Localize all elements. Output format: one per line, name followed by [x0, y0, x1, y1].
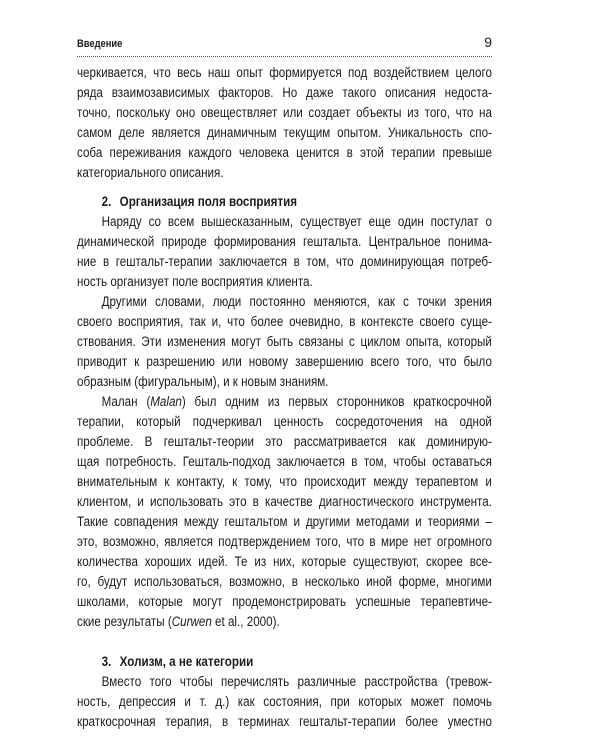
paragraph: [77, 392, 492, 632]
section-title: Организация поля восприятия: [119, 194, 298, 210]
text-line: [77, 392, 492, 412]
text-segment: ствования. Эти изменения могут быть связаны с циклом опыта, который: [77, 334, 492, 350]
section-title: Холизм, а не категории: [119, 654, 254, 670]
text-segment: ) был одним из первых сторонников краткосрочной: [181, 394, 492, 410]
text-segment: точно, поскольку оно овеществляет или создает объекты из того, что на: [77, 105, 492, 121]
italic-name: Curwen: [171, 614, 212, 630]
text-segment: приводит к разрешению или новому завершению всего того, что было: [77, 354, 492, 370]
text-line: [77, 552, 492, 572]
text-segment: школами, которые могут продемонстрировать успешные терапевтиче-: [77, 594, 492, 610]
text-segment: самом деле является динамичным текущим опытом. Уникальность спо-: [77, 125, 492, 141]
section-number: 3.: [101, 654, 112, 670]
text-line: [77, 692, 492, 712]
text-line: [77, 63, 492, 83]
text-line: [77, 592, 492, 612]
text-line: [77, 352, 492, 372]
paragraph: [77, 63, 492, 183]
text-segment: соба переживания каждого человека ценится в этой терапии превыше: [77, 145, 492, 161]
text-segment: Другими словами, люди постоянно меняются, как с точки зрения: [101, 294, 492, 310]
text-line: [77, 612, 492, 632]
text-line: [77, 412, 492, 432]
text-segment: это, возможно, является подтверждением того, что в мире нет огромного: [77, 534, 492, 550]
text-segment: ряда взаимозависимых факторов. Но даже такого описания недоста-: [77, 85, 492, 101]
text-segment: клиентом, и использовать это в качестве диагностического инструмента.: [77, 494, 492, 510]
text-segment: ность организует поле восприятия клиента.: [77, 274, 313, 290]
text-line: [77, 103, 492, 123]
text-line: [77, 83, 492, 103]
text-segment: своего восприятия, так и, что более очевидно, в контексте своего суще-: [77, 314, 492, 330]
text-line: [77, 492, 492, 512]
text-segment: проблеме. В гештальт-теории это рассматривается как доминирую-: [77, 434, 492, 450]
text-line: [77, 672, 492, 692]
text-line: [77, 712, 492, 732]
text-segment: терапии, который подчеркивал ценность сосредоточения на одной: [77, 414, 492, 430]
text-line: [77, 332, 492, 352]
text-line: [77, 163, 492, 183]
paragraph: [77, 672, 492, 732]
text-line: [77, 452, 492, 472]
paragraph: [77, 212, 492, 292]
page-body: [77, 63, 492, 732]
text-segment: ские результаты (: [77, 614, 172, 630]
text-segment: го, будут использоваться, возможно, в несколько иной форме, многими: [77, 574, 492, 590]
page-number: 9: [484, 34, 492, 50]
text-segment: Такие совпадения между гештальтом и другими методами и теориями –: [77, 514, 492, 530]
text-line: [77, 432, 492, 452]
text-line: [77, 123, 492, 143]
text-line: [77, 212, 492, 232]
text-line: [77, 292, 492, 312]
section-heading: [77, 652, 492, 672]
text-line: [77, 312, 492, 332]
text-segment: категориального описания.: [77, 165, 224, 181]
text-segment: динамической природе формирования гештальта. Центральное понима-: [77, 234, 492, 250]
running-title: Введение: [77, 38, 123, 50]
text-segment: щая потребность. Гешталь-подход заключается в том, чтобы оставаться: [77, 454, 492, 470]
running-header: [77, 34, 492, 57]
text-line: [77, 272, 492, 292]
italic-name: Malan: [150, 394, 182, 410]
text-segment: черкивается, что весь наш опыт формируется под воздействием целого: [77, 65, 492, 81]
text-segment: ность, депрессия и т. д.) как состояния, при которых может помочь: [77, 694, 492, 710]
text-line: [77, 232, 492, 252]
paragraph: [77, 292, 492, 392]
text-segment: внимательным к контакту, к тому, что происходит между терапевтом и: [77, 474, 492, 490]
text-segment: количества хороших идей. Те из них, которые существуют, скорее все-: [77, 554, 492, 570]
text-segment: Малан (: [101, 394, 151, 410]
section-heading: [77, 192, 492, 212]
text-line: [77, 512, 492, 532]
text-segment: краткосрочная терапия, в терминах гештальт-терапии более уместно: [77, 714, 492, 730]
text-segment: Вместо того чтобы перечислять различные расстройства (тревож-: [101, 674, 492, 690]
text-line: [77, 472, 492, 492]
text-line: [77, 252, 492, 272]
section-number: 2.: [101, 194, 112, 210]
text-line: [77, 532, 492, 552]
text-segment: ние в гештальт-терапии заключается в том, что доминирующая потреб-: [77, 254, 492, 270]
text-line: [77, 372, 492, 392]
text-segment: Наряду со всем вышесказанным, существует еще один постулат о: [101, 214, 492, 230]
text-segment: et al., 2000).: [211, 614, 280, 630]
text-line: [77, 572, 492, 592]
text-segment: образным (фигуральным), и к новым знаниям.: [77, 374, 329, 390]
text-line: [77, 143, 492, 163]
